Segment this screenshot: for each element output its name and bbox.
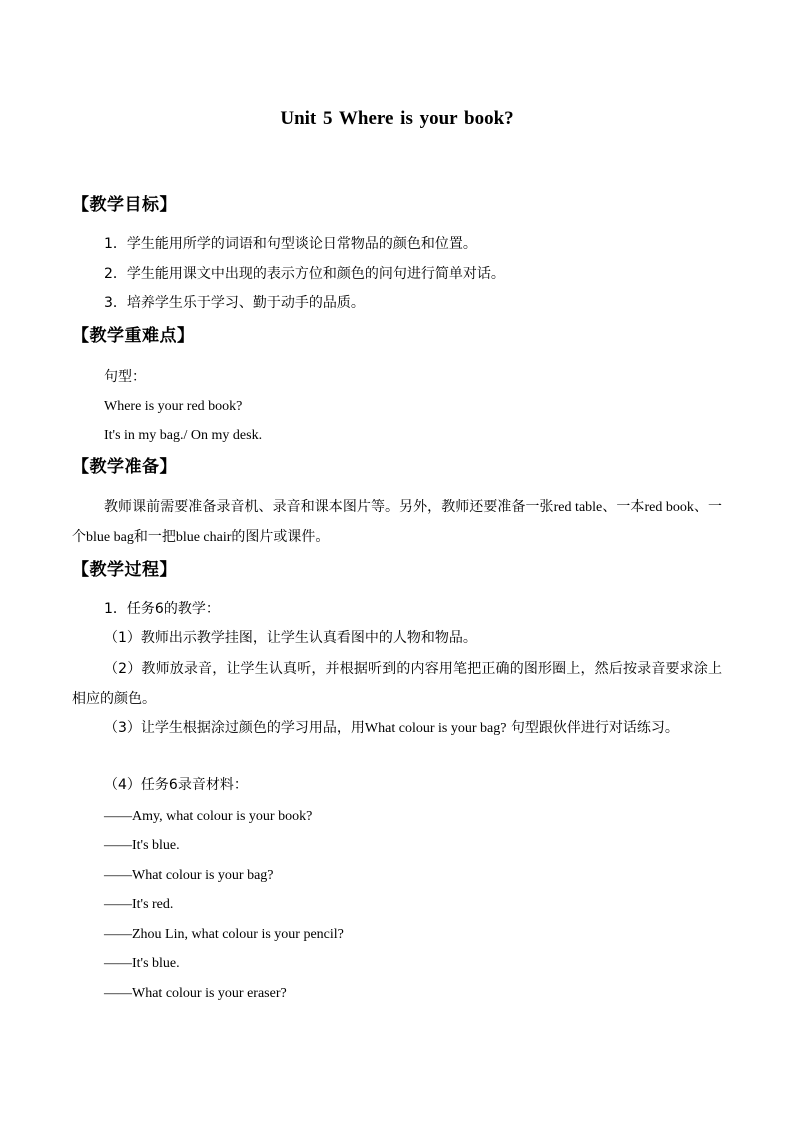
dialogue-line-1: ——Amy, what colour is your book? [104, 809, 313, 824]
dialogue-line-4: ——It's red. [104, 897, 174, 912]
section-heading-preparation: 【教学准备】 [72, 457, 177, 477]
key-sentence-1: Where is your red book? [104, 399, 243, 414]
key-sentence-2: It's in my bag./ On my desk. [104, 428, 263, 443]
process-step-3 [72, 714, 722, 744]
goal-item-1: 1．学生能用所学的词语和句型谈论日常物品的颜色和位置。 [104, 236, 477, 252]
dialogue-line-6: ——It's blue. [104, 956, 180, 971]
preparation-paragraph [72, 493, 722, 552]
preparation-text-4: 和一把 [133, 528, 176, 545]
dialogue-line-5: ——Zhou Lin, what colour is your pencil? [104, 927, 344, 942]
process-step-2: （2）教师放录音，让学生认真听，并根据听到的内容用笔把正确的图形圈上，然后按录音要求涂上相应的颜色。 [72, 661, 722, 707]
dialogue-line-3: ——What colour is your bag? [104, 868, 274, 883]
goal-item-3: 3．培养学生乐于学习、勤于动手的品质。 [104, 295, 365, 311]
process-step-3-sentence: What colour is your bag? [364, 721, 507, 736]
preparation-item-blue-chair: blue chair [175, 529, 232, 545]
preparation-text-3: 、一个 [72, 499, 723, 545]
preparation-text-2: 、一本 [602, 499, 645, 515]
dialogue-line-2: ——It's blue. [104, 838, 180, 853]
preparation-text-5: 的图片或课件。 [231, 528, 330, 545]
goal-item-2: 2．学生能用课文中出现的表示方位和颜色的问句进行简单对话。 [104, 266, 505, 282]
preparation-item-red-book: red book [644, 500, 694, 515]
preparation-item-blue-bag: blue bag [86, 529, 134, 545]
preparation-text-1: 教师课前需要准备录音机、录音和课本图片等。另外，教师还要准备一张 [104, 499, 554, 515]
dialogue-line-7: ——What colour is your eraser? [104, 986, 287, 1001]
section-heading-goals: 【教学目标】 [72, 195, 177, 215]
section-heading-process: 【教学过程】 [72, 560, 177, 580]
process-step-4: （4）任务6录音材料： [104, 777, 248, 793]
process-step-3-text-1: （3）让学生根据涂过颜色的学习用品，用 [104, 720, 365, 736]
section-heading-key-points: 【教学重难点】 [72, 326, 195, 346]
process-step-1: （1）教师出示教学挂图，让学生认真看图中的人物和物品。 [104, 630, 477, 646]
preparation-item-red-table: red table [553, 500, 603, 515]
process-step-3-text-2: 句型跟伙伴进行对话练习。 [510, 720, 679, 736]
key-points-label: 句型： [104, 369, 146, 385]
document-title: Unit 5 Where is your book? [280, 108, 514, 129]
process-task-title: 1．任务6的教学： [104, 601, 220, 617]
